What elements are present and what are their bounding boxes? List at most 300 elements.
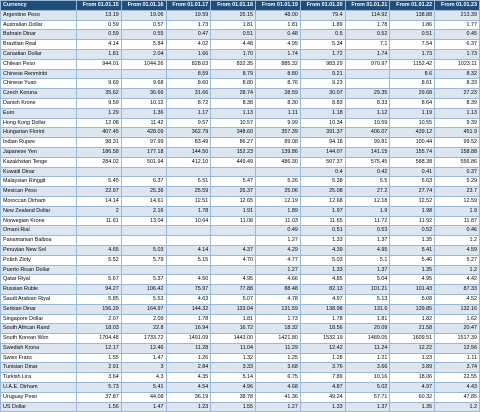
- rate-cell[interactable]: 1.55: [77, 353, 122, 363]
- rate-cell[interactable]: 138.88: [390, 10, 435, 20]
- currency-name-cell[interactable]: New Zealand Dollar: [1, 206, 77, 216]
- rate-cell[interactable]: 25.59: [166, 187, 211, 197]
- rate-cell[interactable]: 1.19: [390, 108, 435, 118]
- rate-cell[interactable]: 5.45: [77, 177, 122, 187]
- rate-cell[interactable]: 186.58: [77, 147, 122, 157]
- currency-name-cell[interactable]: Moroccan Dirham: [1, 196, 77, 206]
- rate-cell[interactable]: 9.68: [121, 79, 166, 89]
- rate-cell[interactable]: 1517.39: [435, 334, 480, 344]
- rate-cell[interactable]: 25.08: [300, 187, 345, 197]
- table-row[interactable]: [1, 265, 480, 275]
- rate-cell[interactable]: 10.59: [345, 118, 390, 128]
- rate-cell[interactable]: 0.5: [300, 30, 345, 40]
- rate-cell[interactable]: 1023.11: [435, 59, 480, 69]
- rate-cell[interactable]: 28.74: [211, 89, 256, 99]
- rate-cell[interactable]: 970.97: [345, 59, 390, 69]
- rate-cell[interactable]: 4.96: [211, 383, 256, 393]
- rate-cell[interactable]: 2.84: [166, 363, 211, 373]
- currency-name-cell[interactable]: South Korean Won: [1, 334, 77, 344]
- rate-cell[interactable]: 158.88: [435, 147, 480, 157]
- currency-name-cell[interactable]: Peruvian New Sol: [1, 245, 77, 255]
- rate-cell[interactable]: 4.68: [256, 383, 301, 393]
- currency-name-cell[interactable]: Chilean Peso: [1, 59, 77, 69]
- rate-cell[interactable]: 41.36: [256, 392, 301, 402]
- table-row[interactable]: [1, 187, 480, 197]
- rate-cell[interactable]: 5.41: [121, 383, 166, 393]
- rate-cell[interactable]: 4.95: [211, 275, 256, 285]
- rate-cell[interactable]: 11.24: [345, 343, 390, 353]
- currency-name-cell[interactable]: Panamanian Balboa: [1, 236, 77, 246]
- table-row[interactable]: [1, 147, 480, 157]
- rate-cell[interactable]: 1.55: [211, 402, 256, 412]
- rate-cell[interactable]: 1.33: [300, 265, 345, 275]
- rate-cell[interactable]: [345, 69, 390, 79]
- rate-cell[interactable]: [121, 167, 166, 177]
- rate-cell[interactable]: 4.3: [121, 373, 166, 383]
- rate-cell[interactable]: 1.13: [211, 108, 256, 118]
- rate-cell[interactable]: 25.06: [256, 187, 301, 197]
- rate-cell[interactable]: 1489.05: [345, 334, 390, 344]
- rate-cell[interactable]: 1.33: [300, 402, 345, 412]
- rate-cell[interactable]: [77, 226, 122, 236]
- table-row[interactable]: [1, 353, 480, 363]
- rate-cell[interactable]: 29.68: [390, 89, 435, 99]
- rate-cell[interactable]: 4.97: [390, 383, 435, 393]
- rate-cell[interactable]: 3.74: [435, 363, 480, 373]
- currency-name-cell[interactable]: Saudi Arabian Riyal: [1, 294, 77, 304]
- rate-cell[interactable]: 7.1: [345, 40, 390, 50]
- rate-cell[interactable]: 9.69: [77, 79, 122, 89]
- rate-cell[interactable]: 1.70: [211, 49, 256, 59]
- rate-cell[interactable]: 14.61: [121, 196, 166, 206]
- currency-name-cell[interactable]: Argentine Peso: [1, 10, 77, 20]
- rate-cell[interactable]: 4.70: [211, 255, 256, 265]
- rate-cell[interactable]: 1.81: [77, 49, 122, 59]
- rate-cell[interactable]: 4.66: [256, 275, 301, 285]
- rate-cell[interactable]: 89.08: [256, 138, 301, 148]
- column-header-2015[interactable]: From 01.01.15: [77, 1, 122, 11]
- rate-cell[interactable]: 1.97: [300, 206, 345, 216]
- rate-cell[interactable]: 4.54: [166, 383, 211, 393]
- table-row[interactable]: [1, 69, 480, 79]
- currency-name-cell[interactable]: Bahrain Dinar: [1, 30, 77, 40]
- rate-cell[interactable]: 2.16: [121, 206, 166, 216]
- rate-cell[interactable]: 4.39: [300, 245, 345, 255]
- rate-cell[interactable]: 132.16: [435, 304, 480, 314]
- rate-cell[interactable]: 156.29: [77, 304, 122, 314]
- table-row[interactable]: [1, 157, 480, 167]
- rate-cell[interactable]: 2.09: [121, 314, 166, 324]
- rate-cell[interactable]: 5.1: [345, 255, 390, 265]
- rate-cell[interactable]: [166, 226, 211, 236]
- rate-cell[interactable]: [77, 236, 122, 246]
- rate-cell[interactable]: 4.95: [345, 245, 390, 255]
- rate-cell[interactable]: 4.02: [166, 40, 211, 50]
- rate-cell[interactable]: 3.64: [77, 373, 122, 383]
- table-row[interactable]: [1, 89, 480, 99]
- rate-cell[interactable]: 94.18: [300, 138, 345, 148]
- currency-name-cell[interactable]: Mexican Peso: [1, 187, 77, 197]
- table-row[interactable]: [1, 138, 480, 148]
- rate-cell[interactable]: 5.46: [390, 255, 435, 265]
- table-row[interactable]: [1, 79, 480, 89]
- rate-cell[interactable]: 19.59: [166, 10, 211, 20]
- rate-cell[interactable]: 1.33: [300, 236, 345, 246]
- currency-name-cell[interactable]: Norwegian Krone: [1, 216, 77, 226]
- rate-cell[interactable]: 144.50: [166, 147, 211, 157]
- rate-cell[interactable]: 357.39: [256, 128, 301, 138]
- table-row[interactable]: [1, 304, 480, 314]
- rate-cell[interactable]: 1.81: [256, 20, 301, 30]
- rate-cell[interactable]: 12.59: [435, 196, 480, 206]
- table-row[interactable]: [1, 334, 480, 344]
- rate-cell[interactable]: 1609.51: [390, 334, 435, 344]
- rate-cell[interactable]: 8.76: [256, 79, 301, 89]
- rate-cell[interactable]: 1.89: [256, 206, 301, 216]
- rate-cell[interactable]: [77, 167, 122, 177]
- column-header-currency[interactable]: Currency: [1, 1, 77, 11]
- table-row[interactable]: [1, 118, 480, 128]
- rate-cell[interactable]: 4.78: [256, 294, 301, 304]
- rate-cell[interactable]: 1.32: [211, 353, 256, 363]
- rate-cell[interactable]: 5.26: [256, 177, 301, 187]
- currency-name-cell[interactable]: Malaysian Ringgit: [1, 177, 77, 187]
- rate-cell[interactable]: 4.97: [300, 294, 345, 304]
- rate-cell[interactable]: 1.56: [77, 402, 122, 412]
- rate-cell[interactable]: 1.29: [77, 108, 122, 118]
- table-row[interactable]: [1, 294, 480, 304]
- table-row[interactable]: [1, 59, 480, 69]
- rate-cell[interactable]: 0.57: [121, 20, 166, 30]
- rate-cell[interactable]: 3.66: [345, 363, 390, 373]
- rate-cell[interactable]: 1.37: [345, 402, 390, 412]
- rate-cell[interactable]: 16.72: [211, 324, 256, 334]
- rate-cell[interactable]: 5.08: [390, 294, 435, 304]
- rate-cell[interactable]: 5.84: [121, 40, 166, 50]
- rate-cell[interactable]: 5.29: [435, 177, 480, 187]
- rate-cell[interactable]: [166, 236, 211, 246]
- rate-cell[interactable]: 1.81: [211, 20, 256, 30]
- rate-cell[interactable]: 4.77: [256, 255, 301, 265]
- rate-cell[interactable]: [166, 265, 211, 275]
- currency-name-cell[interactable]: Indian Rupee: [1, 138, 77, 148]
- rate-cell[interactable]: 11.04: [211, 343, 256, 353]
- rate-cell[interactable]: 1.21: [345, 353, 390, 363]
- rate-cell[interactable]: 5.52: [77, 255, 122, 265]
- rate-cell[interactable]: 7.89: [300, 373, 345, 383]
- column-header-2021[interactable]: From 01.01.21: [345, 1, 390, 11]
- rate-cell[interactable]: 11.65: [300, 216, 345, 226]
- rate-cell[interactable]: 1.78: [166, 206, 211, 216]
- rate-cell[interactable]: 8.32: [435, 69, 480, 79]
- rate-cell[interactable]: 5.53: [121, 294, 166, 304]
- rate-cell[interactable]: 8.79: [211, 69, 256, 79]
- rate-cell[interactable]: 0.59: [77, 30, 122, 40]
- rate-cell[interactable]: 5.51: [166, 177, 211, 187]
- rate-cell[interactable]: 983.29: [300, 59, 345, 69]
- rate-cell[interactable]: 1.23: [390, 353, 435, 363]
- rate-cell[interactable]: 1.72: [300, 49, 345, 59]
- rate-cell[interactable]: 4.48: [211, 40, 256, 50]
- rate-cell[interactable]: [77, 69, 122, 79]
- rate-cell[interactable]: [211, 226, 256, 236]
- table-row[interactable]: [1, 10, 480, 20]
- currency-name-cell[interactable]: Singapore Dollar: [1, 314, 77, 324]
- rate-cell[interactable]: 11.28: [166, 343, 211, 353]
- rate-cell[interactable]: 11.08: [211, 216, 256, 226]
- table-row[interactable]: [1, 98, 480, 108]
- table-row[interactable]: [1, 373, 480, 383]
- rate-cell[interactable]: 12.65: [211, 196, 256, 206]
- rate-cell[interactable]: [345, 79, 390, 89]
- rate-cell[interactable]: 10.57: [211, 118, 256, 128]
- rate-cell[interactable]: 5.34: [300, 40, 345, 50]
- rate-cell[interactable]: 4.87: [300, 383, 345, 393]
- rate-cell[interactable]: 0.49: [256, 226, 301, 236]
- rate-cell[interactable]: 5.03: [300, 255, 345, 265]
- rate-cell[interactable]: 4.95: [390, 275, 435, 285]
- rate-cell[interactable]: 2: [77, 206, 122, 216]
- currency-name-cell[interactable]: Kuwaiti Dinar: [1, 167, 77, 177]
- rate-cell[interactable]: 1.66: [166, 49, 211, 59]
- rate-cell[interactable]: 4.50: [166, 275, 211, 285]
- rate-cell[interactable]: 8.60: [166, 79, 211, 89]
- rate-cell[interactable]: 9.99: [256, 118, 301, 128]
- rate-cell[interactable]: 88.48: [256, 285, 301, 295]
- rate-cell[interactable]: 27.74: [390, 187, 435, 197]
- rate-cell[interactable]: 0.51: [300, 226, 345, 236]
- rate-cell[interactable]: 6.75: [256, 373, 301, 383]
- rate-cell[interactable]: 1.62: [435, 314, 480, 324]
- rate-cell[interactable]: 556.86: [435, 157, 480, 167]
- rate-cell[interactable]: 35.62: [77, 89, 122, 99]
- rate-cell[interactable]: 6.37: [435, 40, 480, 50]
- rate-cell[interactable]: 3.33: [211, 363, 256, 373]
- rate-cell[interactable]: 8.61: [390, 79, 435, 89]
- rate-cell[interactable]: 1.36: [121, 108, 166, 118]
- rate-cell[interactable]: 20.09: [345, 324, 390, 334]
- rate-cell[interactable]: 9.39: [435, 118, 480, 128]
- column-header-2023[interactable]: From 01.01.23: [435, 1, 480, 11]
- rate-cell[interactable]: 144.07: [300, 147, 345, 157]
- currency-name-cell[interactable]: US Dollar: [1, 402, 77, 412]
- rate-cell[interactable]: 14.14: [77, 196, 122, 206]
- currency-name-cell[interactable]: Swedish Krona: [1, 343, 77, 353]
- rate-cell[interactable]: 0.52: [345, 30, 390, 40]
- rate-cell[interactable]: 1.89: [300, 20, 345, 30]
- rate-cell[interactable]: 12.17: [77, 343, 122, 353]
- rate-cell[interactable]: 4.65: [77, 245, 122, 255]
- rate-cell[interactable]: 507.37: [300, 157, 345, 167]
- rate-cell[interactable]: 428.09: [121, 128, 166, 138]
- table-row[interactable]: [1, 383, 480, 393]
- column-header-2020[interactable]: From 01.01.20: [300, 1, 345, 11]
- currency-name-cell[interactable]: South African Rand: [1, 324, 77, 334]
- table-row[interactable]: [1, 49, 480, 59]
- rate-cell[interactable]: 8.83: [300, 98, 345, 108]
- rate-cell[interactable]: 31.66: [166, 89, 211, 99]
- rate-cell[interactable]: 10.12: [121, 98, 166, 108]
- rate-cell[interactable]: 0.47: [166, 30, 211, 40]
- rate-cell[interactable]: 944.01: [77, 59, 122, 69]
- rate-cell[interactable]: 164.97: [121, 304, 166, 314]
- rate-cell[interactable]: 49.24: [300, 392, 345, 402]
- rate-cell[interactable]: 5.07: [211, 294, 256, 304]
- rate-cell[interactable]: 25.36: [121, 187, 166, 197]
- rate-cell[interactable]: 8.59: [166, 69, 211, 79]
- table-row[interactable]: [1, 402, 480, 412]
- rate-cell[interactable]: 1421.80: [256, 334, 301, 344]
- rate-cell[interactable]: 38.78: [211, 392, 256, 402]
- table-row[interactable]: [1, 167, 480, 177]
- rate-cell[interactable]: 133.04: [211, 304, 256, 314]
- table-row[interactable]: [1, 206, 480, 216]
- rate-cell[interactable]: 362.79: [166, 128, 211, 138]
- rate-cell[interactable]: 131.59: [256, 304, 301, 314]
- column-header-2017[interactable]: From 01.01.17: [166, 1, 211, 11]
- rate-cell[interactable]: 1152.42: [390, 59, 435, 69]
- rate-cell[interactable]: 3.89: [390, 363, 435, 373]
- rate-cell[interactable]: 86.27: [211, 138, 256, 148]
- rate-cell[interactable]: 152.23: [211, 147, 256, 157]
- rate-cell[interactable]: 1.73: [390, 49, 435, 59]
- currency-name-cell[interactable]: Polish Zloty: [1, 255, 77, 265]
- rate-cell[interactable]: 9.23: [300, 79, 345, 89]
- rate-cell[interactable]: 1491.09: [166, 334, 211, 344]
- rate-cell[interactable]: 4.14: [77, 40, 122, 50]
- rate-cell[interactable]: [211, 167, 256, 177]
- rate-cell[interactable]: 144.32: [166, 304, 211, 314]
- table-row[interactable]: [1, 128, 480, 138]
- rate-cell[interactable]: 9.59: [77, 98, 122, 108]
- rate-cell[interactable]: 99.81: [345, 138, 390, 148]
- rate-cell[interactable]: 106.42: [121, 285, 166, 295]
- rate-cell[interactable]: 16.94: [166, 324, 211, 334]
- rate-cell[interactable]: 12.52: [390, 196, 435, 206]
- rate-cell[interactable]: 5.41: [390, 245, 435, 255]
- rate-cell[interactable]: 1.12: [345, 108, 390, 118]
- rate-cell[interactable]: 1.74: [256, 49, 301, 59]
- rate-cell[interactable]: 12.68: [300, 196, 345, 206]
- rate-cell[interactable]: 8.33: [345, 98, 390, 108]
- rate-cell[interactable]: 5.67: [77, 275, 122, 285]
- table-row[interactable]: [1, 236, 480, 246]
- currency-name-cell[interactable]: Euro: [1, 108, 77, 118]
- rate-cell[interactable]: 5.47: [211, 177, 256, 187]
- rate-cell[interactable]: 1.73: [435, 49, 480, 59]
- rate-cell[interactable]: 5.38: [300, 177, 345, 187]
- rate-cell[interactable]: 2.07: [77, 314, 122, 324]
- rate-cell[interactable]: 412.10: [166, 157, 211, 167]
- rate-cell[interactable]: 1.9: [345, 206, 390, 216]
- rate-cell[interactable]: 100.44: [390, 138, 435, 148]
- table-row[interactable]: [1, 285, 480, 295]
- rate-cell[interactable]: 213.39: [435, 10, 480, 20]
- rate-cell[interactable]: 60.32: [390, 392, 435, 402]
- rate-cell[interactable]: 449.49: [211, 157, 256, 167]
- rate-cell[interactable]: 0.51: [390, 30, 435, 40]
- table-row[interactable]: [1, 392, 480, 402]
- rate-cell[interactable]: 1.78: [300, 314, 345, 324]
- rate-cell[interactable]: 27.2: [345, 187, 390, 197]
- rate-cell[interactable]: 29.35: [345, 89, 390, 99]
- rate-cell[interactable]: 77.88: [211, 285, 256, 295]
- rate-cell[interactable]: 0.4: [300, 167, 345, 177]
- rate-cell[interactable]: 4.42: [435, 275, 480, 285]
- rate-cell[interactable]: 0.37: [435, 167, 480, 177]
- currency-name-cell[interactable]: Russian Ruble: [1, 285, 77, 295]
- rate-cell[interactable]: 5.79: [121, 255, 166, 265]
- currency-name-cell[interactable]: Hungarian Florint: [1, 128, 77, 138]
- rate-cell[interactable]: 284.02: [77, 157, 122, 167]
- table-row[interactable]: [1, 255, 480, 265]
- rate-cell[interactable]: 11.29: [256, 343, 301, 353]
- rate-cell[interactable]: 1.2: [435, 236, 480, 246]
- rate-cell[interactable]: 11.03: [256, 216, 301, 226]
- currency-name-cell[interactable]: Czech Koruna: [1, 89, 77, 99]
- rate-cell[interactable]: 12.46: [121, 343, 166, 353]
- rate-cell[interactable]: 575.45: [345, 157, 390, 167]
- currency-name-cell[interactable]: Turkish Lira: [1, 373, 77, 383]
- rate-cell[interactable]: 4.95: [256, 40, 301, 50]
- rate-cell[interactable]: 18.03: [77, 324, 122, 334]
- rate-cell[interactable]: [166, 167, 211, 177]
- rate-cell[interactable]: 1733.72: [121, 334, 166, 344]
- rate-cell[interactable]: 8.38: [211, 98, 256, 108]
- currency-name-cell[interactable]: Qatar Riyal: [1, 275, 77, 285]
- rate-cell[interactable]: 1.28: [300, 353, 345, 363]
- rate-cell[interactable]: [121, 69, 166, 79]
- rate-cell[interactable]: 8.30: [256, 98, 301, 108]
- rate-cell[interactable]: 0.55: [121, 30, 166, 40]
- rate-cell[interactable]: 0.41: [390, 167, 435, 177]
- rate-cell[interactable]: 57.71: [345, 392, 390, 402]
- rate-cell[interactable]: 5.85: [77, 294, 122, 304]
- rate-cell[interactable]: 501.94: [121, 157, 166, 167]
- currency-name-cell[interactable]: Serbian Dinar: [1, 304, 77, 314]
- rate-cell[interactable]: 1.13: [435, 108, 480, 118]
- rate-cell[interactable]: 1.77: [435, 20, 480, 30]
- rate-cell[interactable]: 828.03: [166, 59, 211, 69]
- rate-cell[interactable]: 1.86: [390, 20, 435, 30]
- rate-cell[interactable]: 8.72: [166, 98, 211, 108]
- rate-cell[interactable]: 12.51: [166, 196, 211, 206]
- table-row[interactable]: [1, 216, 480, 226]
- rate-cell[interactable]: 8.64: [390, 98, 435, 108]
- rate-cell[interactable]: 155.74: [390, 147, 435, 157]
- rate-cell[interactable]: 348.60: [211, 128, 256, 138]
- currency-name-cell[interactable]: Omani Rial: [1, 226, 77, 236]
- rate-cell[interactable]: 4.52: [435, 294, 480, 304]
- rate-cell[interactable]: 1.35: [390, 265, 435, 275]
- rate-cell[interactable]: [77, 265, 122, 275]
- table-row[interactable]: [1, 30, 480, 40]
- currency-name-cell[interactable]: Uruguay Peso: [1, 392, 77, 402]
- table-row[interactable]: [1, 275, 480, 285]
- rate-cell[interactable]: 94.27: [77, 285, 122, 295]
- rate-cell[interactable]: 5.5: [345, 177, 390, 187]
- rate-cell[interactable]: 18.56: [300, 324, 345, 334]
- rate-cell[interactable]: 0.59: [77, 20, 122, 30]
- rate-cell[interactable]: 832.35: [211, 59, 256, 69]
- rate-cell[interactable]: 1.81: [211, 314, 256, 324]
- rate-cell[interactable]: 5.03: [121, 245, 166, 255]
- rate-cell[interactable]: 28.59: [256, 89, 301, 99]
- table-row[interactable]: [1, 20, 480, 30]
- rate-cell[interactable]: 439.12: [390, 128, 435, 138]
- currency-name-cell[interactable]: Kazakhstan Tenge: [1, 157, 77, 167]
- rate-cell[interactable]: 1.47: [121, 402, 166, 412]
